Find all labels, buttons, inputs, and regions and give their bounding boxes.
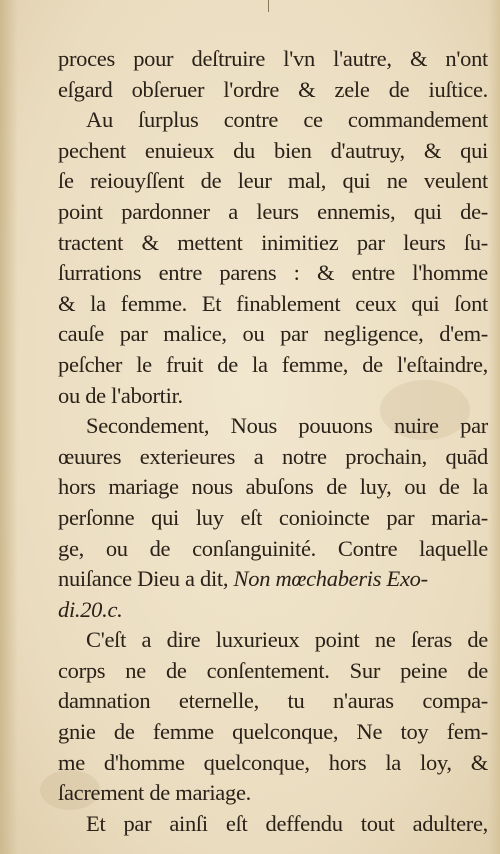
text-line-content: proces pour deſtruire l'vn l'autre, & n'ont [58, 46, 488, 71]
text-line [58, 686, 488, 717]
text-line [58, 350, 488, 381]
text-line [58, 442, 488, 473]
text-line [58, 228, 488, 259]
text-line [58, 75, 488, 106]
text-line [58, 136, 488, 167]
text-line-content: & la femme. Et finablement ceux qui ſont [58, 290, 488, 316]
text-line [58, 44, 488, 75]
text-line-content: ſacrement de mariage. [58, 780, 251, 806]
text-line-content: C'eſt a dire luxurieux point ne ſeras de [86, 627, 488, 653]
text-line [58, 381, 488, 412]
text-line-content: damnation eternelle, tu n'auras compa- [58, 688, 488, 714]
text-line [58, 534, 488, 565]
text-line-content: di.20.c. [58, 596, 123, 622]
page-shadow-left [0, 0, 18, 854]
text-line [58, 105, 488, 136]
text-line [58, 503, 488, 534]
text-line-content: Et par ainſi eſt deffendu tout adultere, [86, 810, 488, 836]
text-line [58, 289, 488, 320]
text-line [58, 197, 488, 228]
body-text [58, 44, 488, 839]
text-line-content: point pardonner a leurs ennemis, qui de- [58, 198, 488, 224]
text-line-content: eſgard obſeruer l'ordre & zele de iuſtice. [58, 76, 488, 102]
text-line [58, 166, 488, 197]
text-line [58, 595, 488, 626]
text-line-content: nuiſance Dieu a dit, [58, 566, 229, 592]
text-line-content: tractent & mettent inimitiez par leurs ſu- [58, 229, 488, 255]
text-line [58, 656, 488, 687]
text-line-content: ſe reiouyſſent de leur mal, qui ne veulent [58, 168, 488, 194]
text-line-content: gnie de femme quelconque, Ne toy fem- [58, 719, 488, 745]
page-shadow-right [488, 0, 500, 854]
text-line-content: corps ne de conſentement. Sur peine de [58, 657, 488, 683]
text-line [58, 319, 488, 350]
text-line [58, 258, 488, 289]
text-line-content: œuures exterieures a notre prochain, quād [58, 443, 488, 469]
text-line-content: cauſe par malice, ou par negligence, d'em- [58, 321, 488, 347]
text-line-content: perſonne qui luy eſt conioincte par maria- [58, 504, 488, 530]
text-line-content: Secondement, Nous pouuons nuire par [86, 413, 488, 439]
text-line-content: ſurrations entre parens : & entre l'homme [58, 260, 488, 286]
text-line [58, 411, 488, 442]
text-line [58, 748, 488, 779]
scripture-reference: Non mœchaberis Exo- [233, 566, 428, 592]
text-line-content: pechent enuieux du bien d'autruy, & qui [58, 137, 488, 163]
text-line [58, 625, 488, 656]
text-line-content: ge, ou de conſanguinité. Contre laquelle [58, 535, 488, 561]
text-line [58, 564, 488, 595]
text-line [58, 809, 488, 840]
text-line [58, 778, 488, 809]
text-line-content: Au ſurplus contre ce commandement [86, 107, 488, 133]
text-line-content: hors mariage nous abuſons de luy, ou de la [58, 474, 488, 500]
top-tick-mark [268, 0, 269, 12]
text-line-content: me d'homme quelconque, hors la loy, & [58, 749, 488, 775]
text-line-content: ou de l'abortir. [58, 382, 183, 408]
text-line [58, 717, 488, 748]
text-line [58, 472, 488, 503]
text-line-content: peſcher le fruit de la femme, de l'eſtaindre, [58, 351, 488, 377]
